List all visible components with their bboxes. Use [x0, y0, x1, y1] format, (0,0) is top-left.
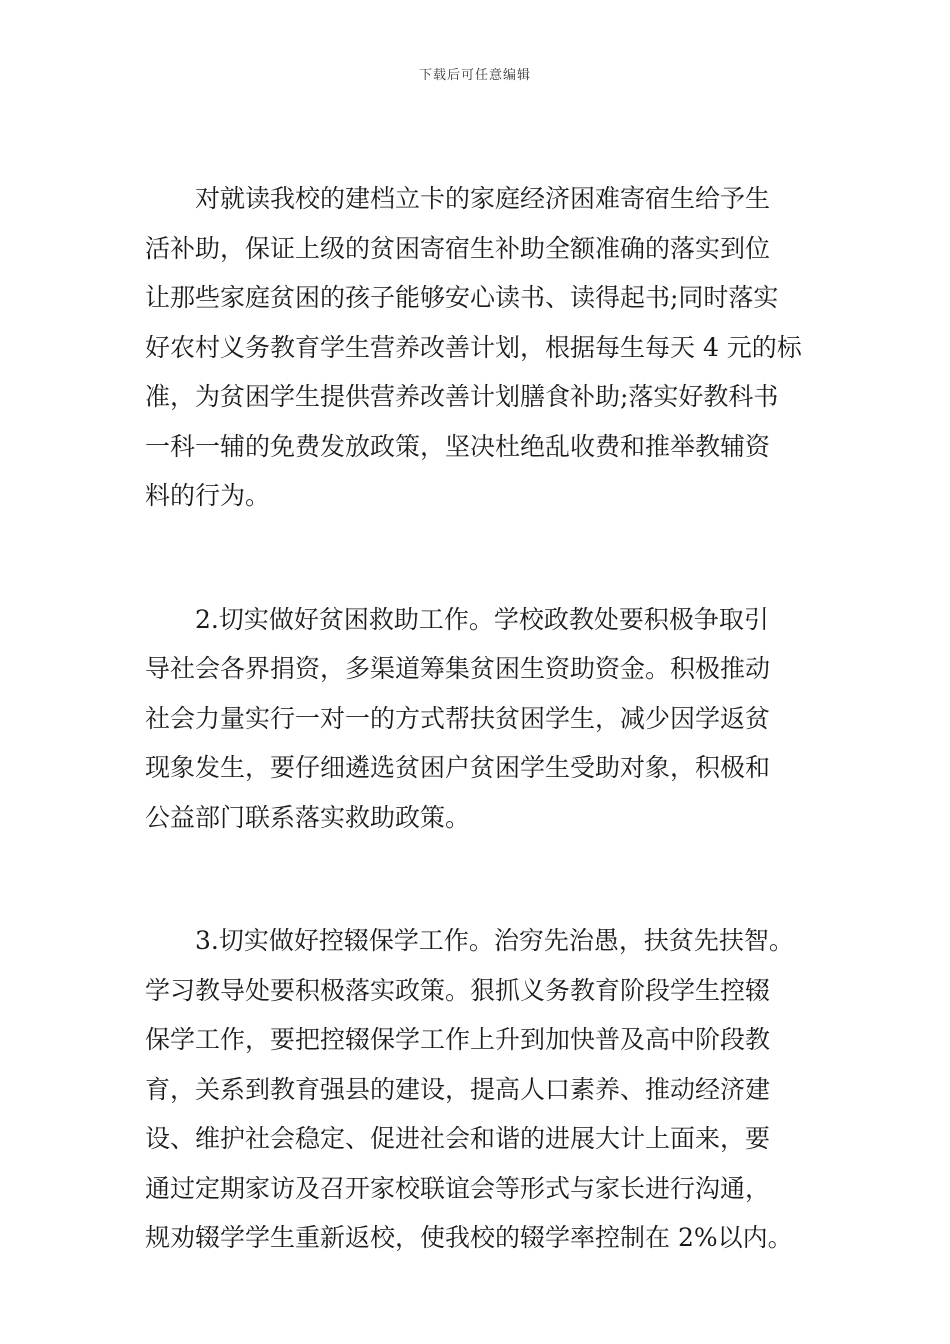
paragraph-poverty-relief	[145, 595, 810, 843]
paragraph-line: 公益部门联系落实救助政策。	[145, 802, 471, 832]
paragraph-line: 对就读我校的建档立卡的家庭经济困难寄宿生给予生	[145, 184, 771, 213]
paragraph-line: 保学工作，要把控辍保学工作上升到加快普及高中阶段教	[145, 1025, 771, 1054]
paragraph-line: 一科一辅的免费发放政策，坚决杜绝乱收费和推举教辅资	[145, 431, 771, 461]
paragraph-line: 准，为贫困学生提供营养改善计划膳食补助;落实好教科书	[145, 382, 779, 411]
paragraph-dropout-control	[145, 916, 810, 1263]
paragraph-line: 好农村义务教育学生营养改善计划，根据每生每天 4 元的标	[145, 332, 802, 362]
paragraph-line: 活补助，保证上级的贫困寄宿生补助全额准确的落实到位	[145, 233, 771, 263]
paragraph-line: 让那些家庭贫困的孩子能够安心读书、读得起书;同时落实	[145, 283, 779, 312]
paragraph-line: 料的行为。	[145, 481, 271, 510]
page-header: 下载后可任意编辑	[418, 68, 531, 83]
paragraph-line: 育，关系到教育强县的建设，提高人口素养、推动经济建	[145, 1074, 771, 1104]
paragraph-line: 设、维护社会稳定、促进社会和谐的进展大计上面来，要	[145, 1124, 771, 1153]
paragraph-living-subsidy	[145, 174, 810, 521]
paragraph-line: 学习教导处要积极落实政策。狠抓义务教育阶段学生控辍	[145, 975, 771, 1005]
paragraph-line: 3.切实做好控辍保学工作。治穷先治愚，扶贫先扶智。	[145, 926, 794, 955]
document-body	[145, 174, 810, 1263]
paragraph-line: 导社会各界捐资，多渠道筹集贫困生资助资金。积极推动	[145, 654, 771, 683]
paragraph-spacer	[145, 521, 810, 595]
paragraph-line: 规劝辍学学生重新返校，使我校的辍学率控制在 2%以内。	[145, 1223, 793, 1252]
paragraph-line: 通过定期家访及召开家校联谊会等形式与家长进行沟通，	[145, 1173, 771, 1203]
paragraph-line: 2.切实做好贫困救助工作。学校政教处要积极争取引	[145, 604, 769, 634]
paragraph-spacer	[145, 842, 810, 916]
paragraph-line: 现象发生，要仔细遴选贫困户贫困学生受助对象，积极和	[145, 753, 771, 782]
paragraph-line: 社会力量实行一对一的方式帮扶贫困学生，减少因学返贫	[145, 703, 771, 733]
